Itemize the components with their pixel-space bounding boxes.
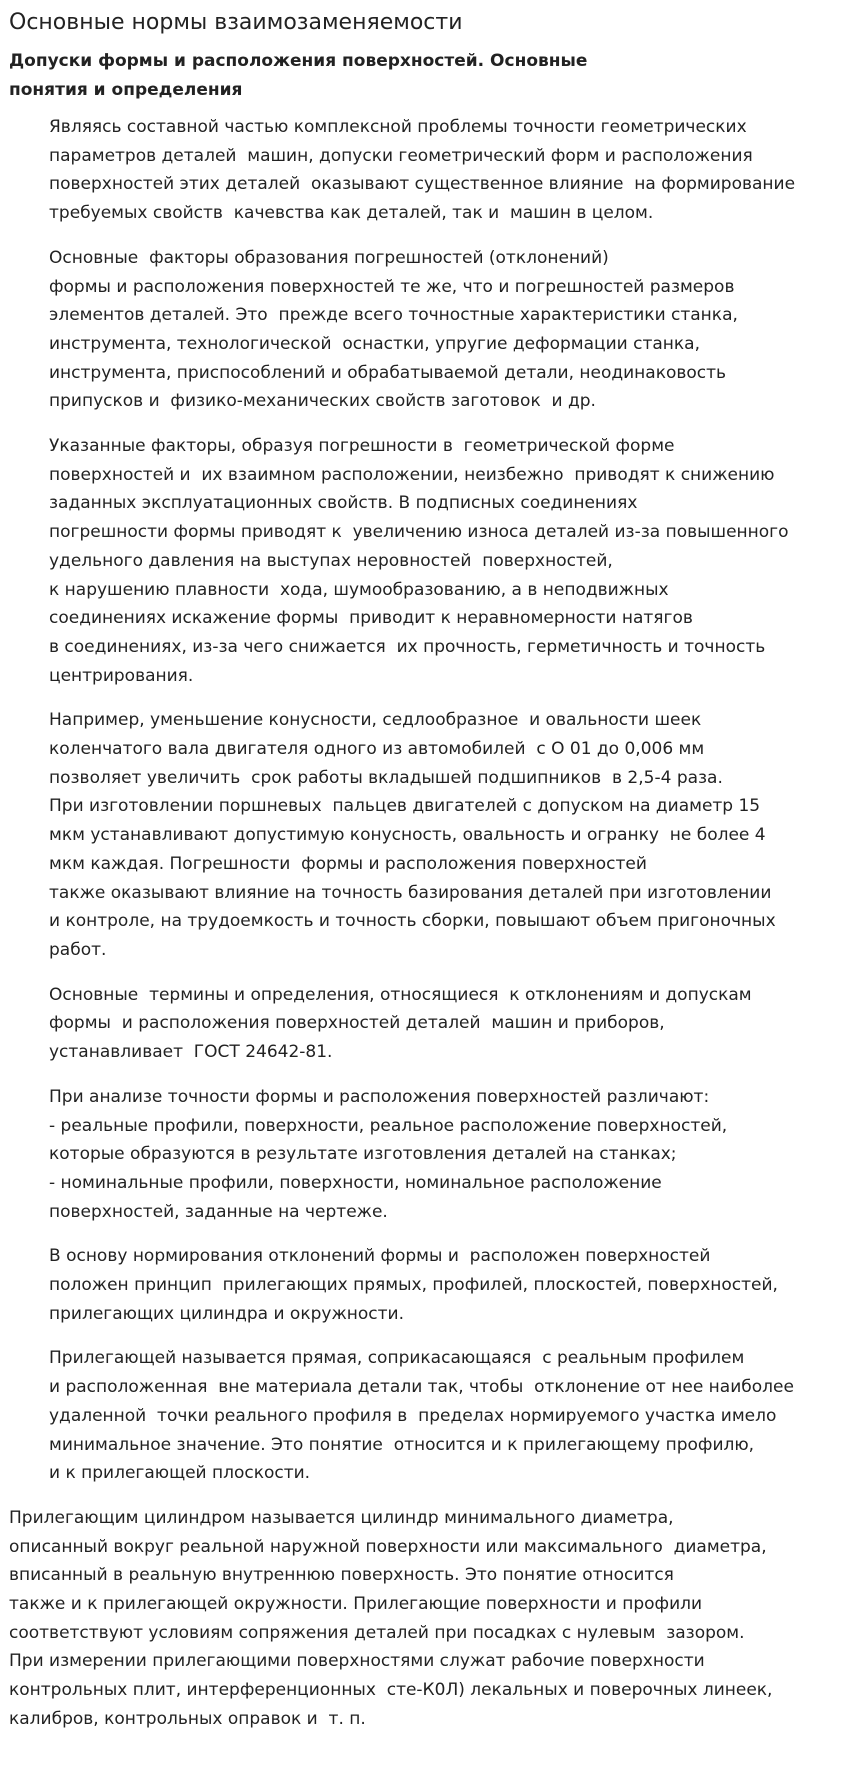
paragraph-line: инструмента, приспособлений и обрабатываемой детали, неодинаковость: [49, 362, 727, 383]
paragraph-line: В основу нормирования отклонений формы и расположен поверхностей: [49, 1246, 711, 1267]
paragraph-line: минимальное значение. Это понятие относится и к прилегающему профилю,: [49, 1434, 755, 1455]
body-paragraph: [9, 244, 838, 416]
paragraph-line: поверхностей этих деталей оказывают существенное влияние на формирование: [49, 174, 796, 195]
paragraph-line: которые образуются в результате изготовления деталей на станках;: [49, 1144, 677, 1165]
paragraph-line: и расположенная вне материала детали так, чтобы отклонение от нее наиболее: [49, 1377, 794, 1398]
body-paragraph: [9, 432, 838, 690]
paragraph-line: соответствуют условиям сопряжения деталей при посадках с нулевым зазором.: [9, 1622, 745, 1643]
paragraph-line: центрирования.: [49, 665, 194, 686]
paragraph-line: и контроле, на трудоемкость и точность сборки, повышают объем пригоночных: [49, 911, 776, 932]
paragraph-line: заданных эксплуатационных свойств. В подписных соединениях: [49, 493, 638, 514]
paragraph-line: мкм устанавливают допустимую конусность, овальность и огранку не более 4: [49, 825, 766, 846]
body-text: [9, 113, 838, 1734]
paragraph-line: вписанный в реальную внутреннюю поверхность. Это понятие относится: [9, 1565, 674, 1586]
paragraph-line: - реальные профили, поверхности, реальное расположение поверхностей,: [49, 1115, 728, 1136]
paragraph-line: также оказывают влияние на точность базирования деталей при изготовлении: [49, 882, 772, 903]
paragraph-line: Например, уменьшение конусности, седлообразное и овальности шеек: [49, 710, 702, 731]
paragraph-line: параметров деталей машин, допуски геометрический форм и расположения: [49, 145, 753, 166]
paragraph-line: Основные факторы образования погрешностей (отклонений): [49, 247, 609, 268]
paragraph-line: коленчатого вала двигателя одного из автомобилей с О 01 до 0,006 мм: [49, 739, 705, 760]
body-paragraph: [9, 1242, 838, 1328]
paragraph-line: поверхностей и их взаимном расположении, неизбежно приводят к снижению: [49, 464, 775, 485]
paragraph-line: описанный вокруг реальной наружной поверхности или максимального диаметра,: [9, 1536, 767, 1557]
paragraph-line: удельного давления на выступах неровностей поверхностей,: [49, 550, 613, 571]
document-title: Основные нормы взаимозаменяемости: [9, 10, 463, 35]
paragraph-line: Прилегающим цилиндром называется цилиндр минимального диаметра,: [9, 1507, 674, 1528]
paragraph-line: При анализе точности формы и расположения поверхностей различают:: [49, 1086, 710, 1107]
paragraph-line: работ.: [49, 939, 107, 960]
paragraph-line: и к прилегающей плоскости.: [49, 1463, 311, 1484]
body-paragraph: [9, 1344, 838, 1488]
paragraph-line: При измерении прилегающими поверхностями служат рабочие поверхности: [9, 1651, 705, 1672]
paragraph-line: требуемых свойств качевства как деталей, так и машин в целом.: [49, 203, 654, 224]
section-heading-line: понятия и определения: [9, 80, 243, 100]
paragraph-line: Являясь составной частью комплексной проблемы точности геометрических: [49, 117, 747, 137]
body-paragraph: [9, 113, 838, 228]
body-paragraph: [9, 1083, 838, 1227]
body-paragraph-unindented: [9, 1504, 838, 1734]
paragraph-line: - номинальные профили, поверхности, номинальное расположение: [49, 1172, 662, 1193]
body-paragraph: [9, 706, 838, 964]
paragraph-line: удаленной точки реального профиля в пределах нормируемого участка имело: [49, 1405, 777, 1426]
section-heading-line: Допуски формы и расположения поверхностей. Основные: [9, 51, 588, 71]
section-heading: [9, 47, 838, 105]
paragraph-line: соединениях искажение формы приводит к неравномерности натягов: [49, 608, 693, 629]
paragraph-line: в соединениях, из-за чего снижается их прочность, герметичность и точность: [49, 636, 766, 657]
paragraph-line: инструмента, технологической оснастки, упругие деформации станка,: [49, 333, 700, 354]
paragraph-line: формы и расположения поверхностей те же, что и погрешностей размеров: [49, 276, 735, 297]
paragraph-line: позволяет увеличить срок работы вкладышей подшипников в 2,5-4 раза.: [49, 767, 723, 788]
paragraph-line: устанавливает ГОСТ 24642-81.: [49, 1042, 333, 1063]
paragraph-line: Основные термины и определения, относящиеся к отклонениям и допускам: [49, 984, 752, 1005]
paragraph-line: припусков и физико-механических свойств заготовок и др.: [49, 391, 596, 412]
paragraph-line: также и к прилегающей окружности. Прилегающие поверхности и профили: [9, 1594, 703, 1615]
paragraph-line: погрешности формы приводят к увеличению износа деталей из-за повышенного: [49, 522, 789, 543]
paragraph-line: калибров, контрольных оправок и т. п.: [9, 1708, 366, 1729]
paragraph-line: поверхностей, заданные на чертеже.: [49, 1201, 388, 1222]
paragraph-line: формы и расположения поверхностей деталей машин и приборов,: [49, 1013, 665, 1034]
paragraph-line: Прилегающей называется прямая, соприкасающаяся с реальным профилем: [49, 1348, 745, 1369]
paragraph-line: положен принцип прилегающих прямых, профилей, плоскостей, поверхностей,: [49, 1275, 778, 1296]
paragraph-line: При изготовлении поршневых пальцев двигателей с допуском на диаметр 15: [49, 796, 761, 817]
paragraph-line: к нарушению плавности хода, шумообразованию, а в неподвижных: [49, 579, 669, 600]
body-paragraph: [9, 981, 838, 1067]
paragraph-line: контрольных плит, интерференционных сте-К0Л) лекальных и поверочных линеек,: [9, 1680, 773, 1701]
paragraph-line: Указанные факторы, образуя погрешности в геометрической форме: [49, 436, 675, 457]
paragraph-line: элементов деталей. Это прежде всего точностные характеристики станка,: [49, 305, 738, 326]
paragraph-line: прилегающих цилиндра и окружности.: [49, 1303, 404, 1324]
paragraph-line: мкм каждая. Погрешности формы и расположения поверхностей: [49, 853, 647, 874]
